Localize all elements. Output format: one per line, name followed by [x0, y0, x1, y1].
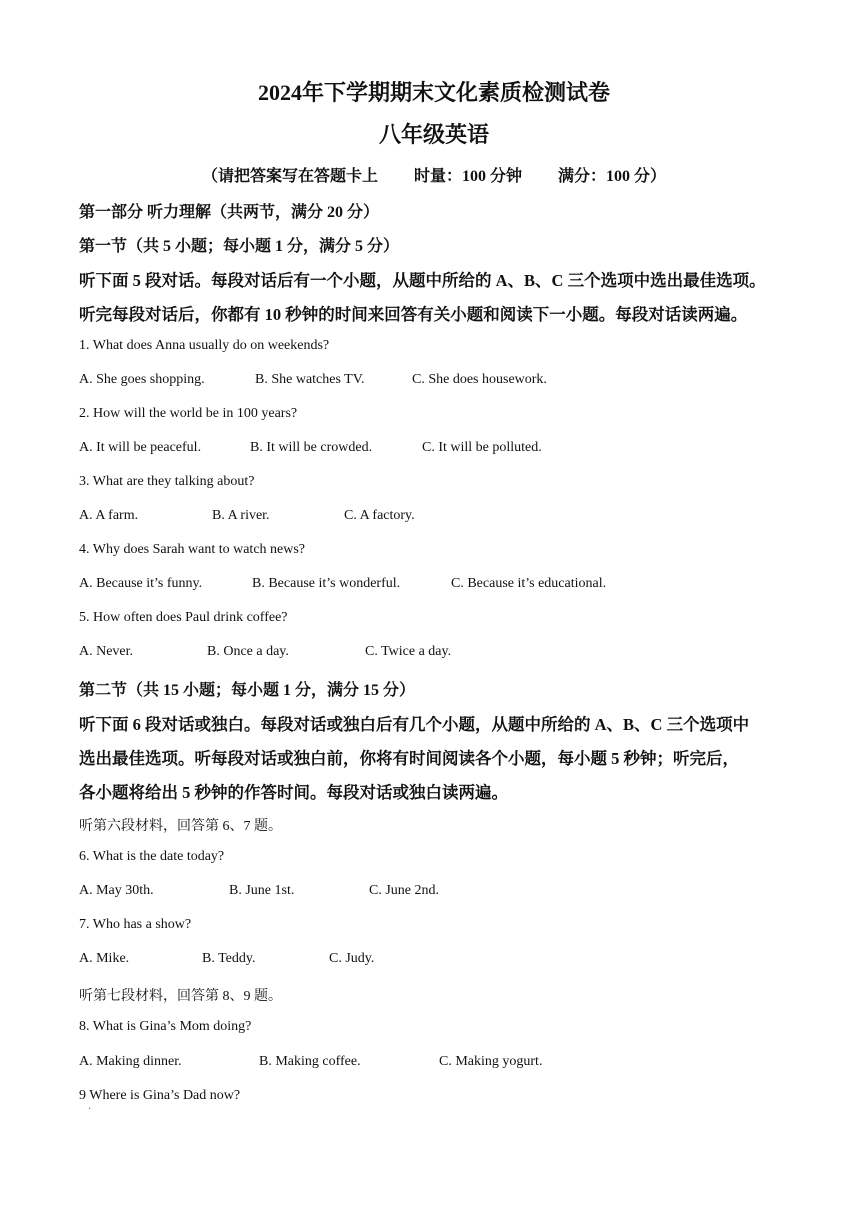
option-a: A. It will be peaceful. — [79, 440, 202, 455]
question-6: 6. What is the date today? — [79, 849, 225, 864]
option-b: B. June 1st. — [229, 883, 295, 898]
option-b: B. A river. — [212, 508, 270, 523]
section1-directions-2: 听完每段对话后，你都有 10 秒钟的时间来回答有关小题和阅读下一小题。每段对话读两遍。 — [79, 305, 748, 324]
option-a: A. May 30th. — [79, 883, 154, 898]
question-2: 2. How will the world be in 100 years? — [79, 406, 298, 421]
section2-heading: 第二节（共 15 小题；每小题 1 分，满分 15 分） — [79, 682, 416, 699]
option-b: B. Once a day. — [207, 644, 289, 659]
section2-directions-3: 各小题将给出 5 秒钟的作答时间。每段对话或独白读两遍。 — [79, 783, 508, 802]
part1-heading: 第一部分 听力理解（共两节，满分 20 分） — [79, 204, 380, 221]
section2-directions-2: 选出最佳选项。听每段对话或独白前，你将有时间阅读各个小题，每小题 5 秒钟；听完后， — [79, 749, 739, 768]
section1-heading: 第一节（共 5 小题；每小题 1 分，满分 5 分） — [79, 238, 400, 255]
material-7-note: 听第七段材料，回答第 8、9 题。 — [79, 989, 282, 1004]
option-b: B. Making coffee. — [259, 1054, 361, 1069]
option-a: A. A farm. — [79, 508, 139, 523]
option-c: C. Because it’s educational. — [451, 576, 607, 591]
question-4: 4. Why does Sarah want to watch news? — [79, 542, 306, 557]
option-a: A. Making dinner. — [79, 1054, 182, 1069]
exam-instructions — [0, 163, 868, 186]
option-c: C. She does housework. — [412, 372, 547, 387]
option-c: C. Making yogurt. — [439, 1054, 543, 1069]
question-3: 3. What are they talking about? — [79, 474, 255, 489]
option-b: B. Because it’s wonderful. — [252, 576, 401, 591]
option-a: A. Because it’s funny. — [79, 576, 203, 591]
option-c: C. A factory. — [344, 508, 415, 523]
option-c: C. It will be polluted. — [422, 440, 542, 455]
option-c: C. Twice a day. — [365, 644, 452, 659]
stray-mark: · — [88, 1104, 92, 1115]
option-c: C. June 2nd. — [369, 883, 439, 898]
option-b: B. It will be crowded. — [250, 440, 373, 455]
section1-directions-1: 听下面 5 段对话。每段对话后有一个小题，从题中所给的 A、B、C 三个选项中选出最佳选项。 — [79, 271, 766, 290]
question-8: 8. What is Gina’s Mom doing? — [79, 1019, 252, 1034]
option-b: B. She watches TV. — [255, 372, 365, 387]
option-a: A. Never. — [79, 644, 134, 659]
question-7: 7. Who has a show? — [79, 917, 192, 932]
full-score: 满分：100 分） — [558, 168, 667, 185]
answer-note: （请把答案写在答题卡上 — [201, 168, 378, 185]
exam-subtitle: 八年级英语 — [378, 122, 489, 147]
option-a: A. Mike. — [79, 951, 130, 966]
time-limit: 时量：100 分钟 — [413, 168, 522, 185]
option-a: A. She goes shopping. — [79, 372, 205, 387]
material-6-note: 听第六段材料，回答第 6、7 题。 — [79, 819, 282, 834]
question-1: 1. What does Anna usually do on weekends? — [79, 338, 330, 353]
section2-directions-1: 听下面 6 段对话或独白。每段对话或独白后有几个小题，从题中所给的 A、B、C 三个选项中 — [79, 715, 750, 734]
option-c: C. Judy. — [329, 951, 375, 966]
exam-title: 2024年下学期期末文化素质检测试卷 — [257, 80, 610, 105]
question-5: 5. How often does Paul drink coffee? — [79, 610, 288, 625]
option-b: B. Teddy. — [202, 951, 256, 966]
question-9: 9 Where is Gina’s Dad now? — [79, 1088, 241, 1103]
